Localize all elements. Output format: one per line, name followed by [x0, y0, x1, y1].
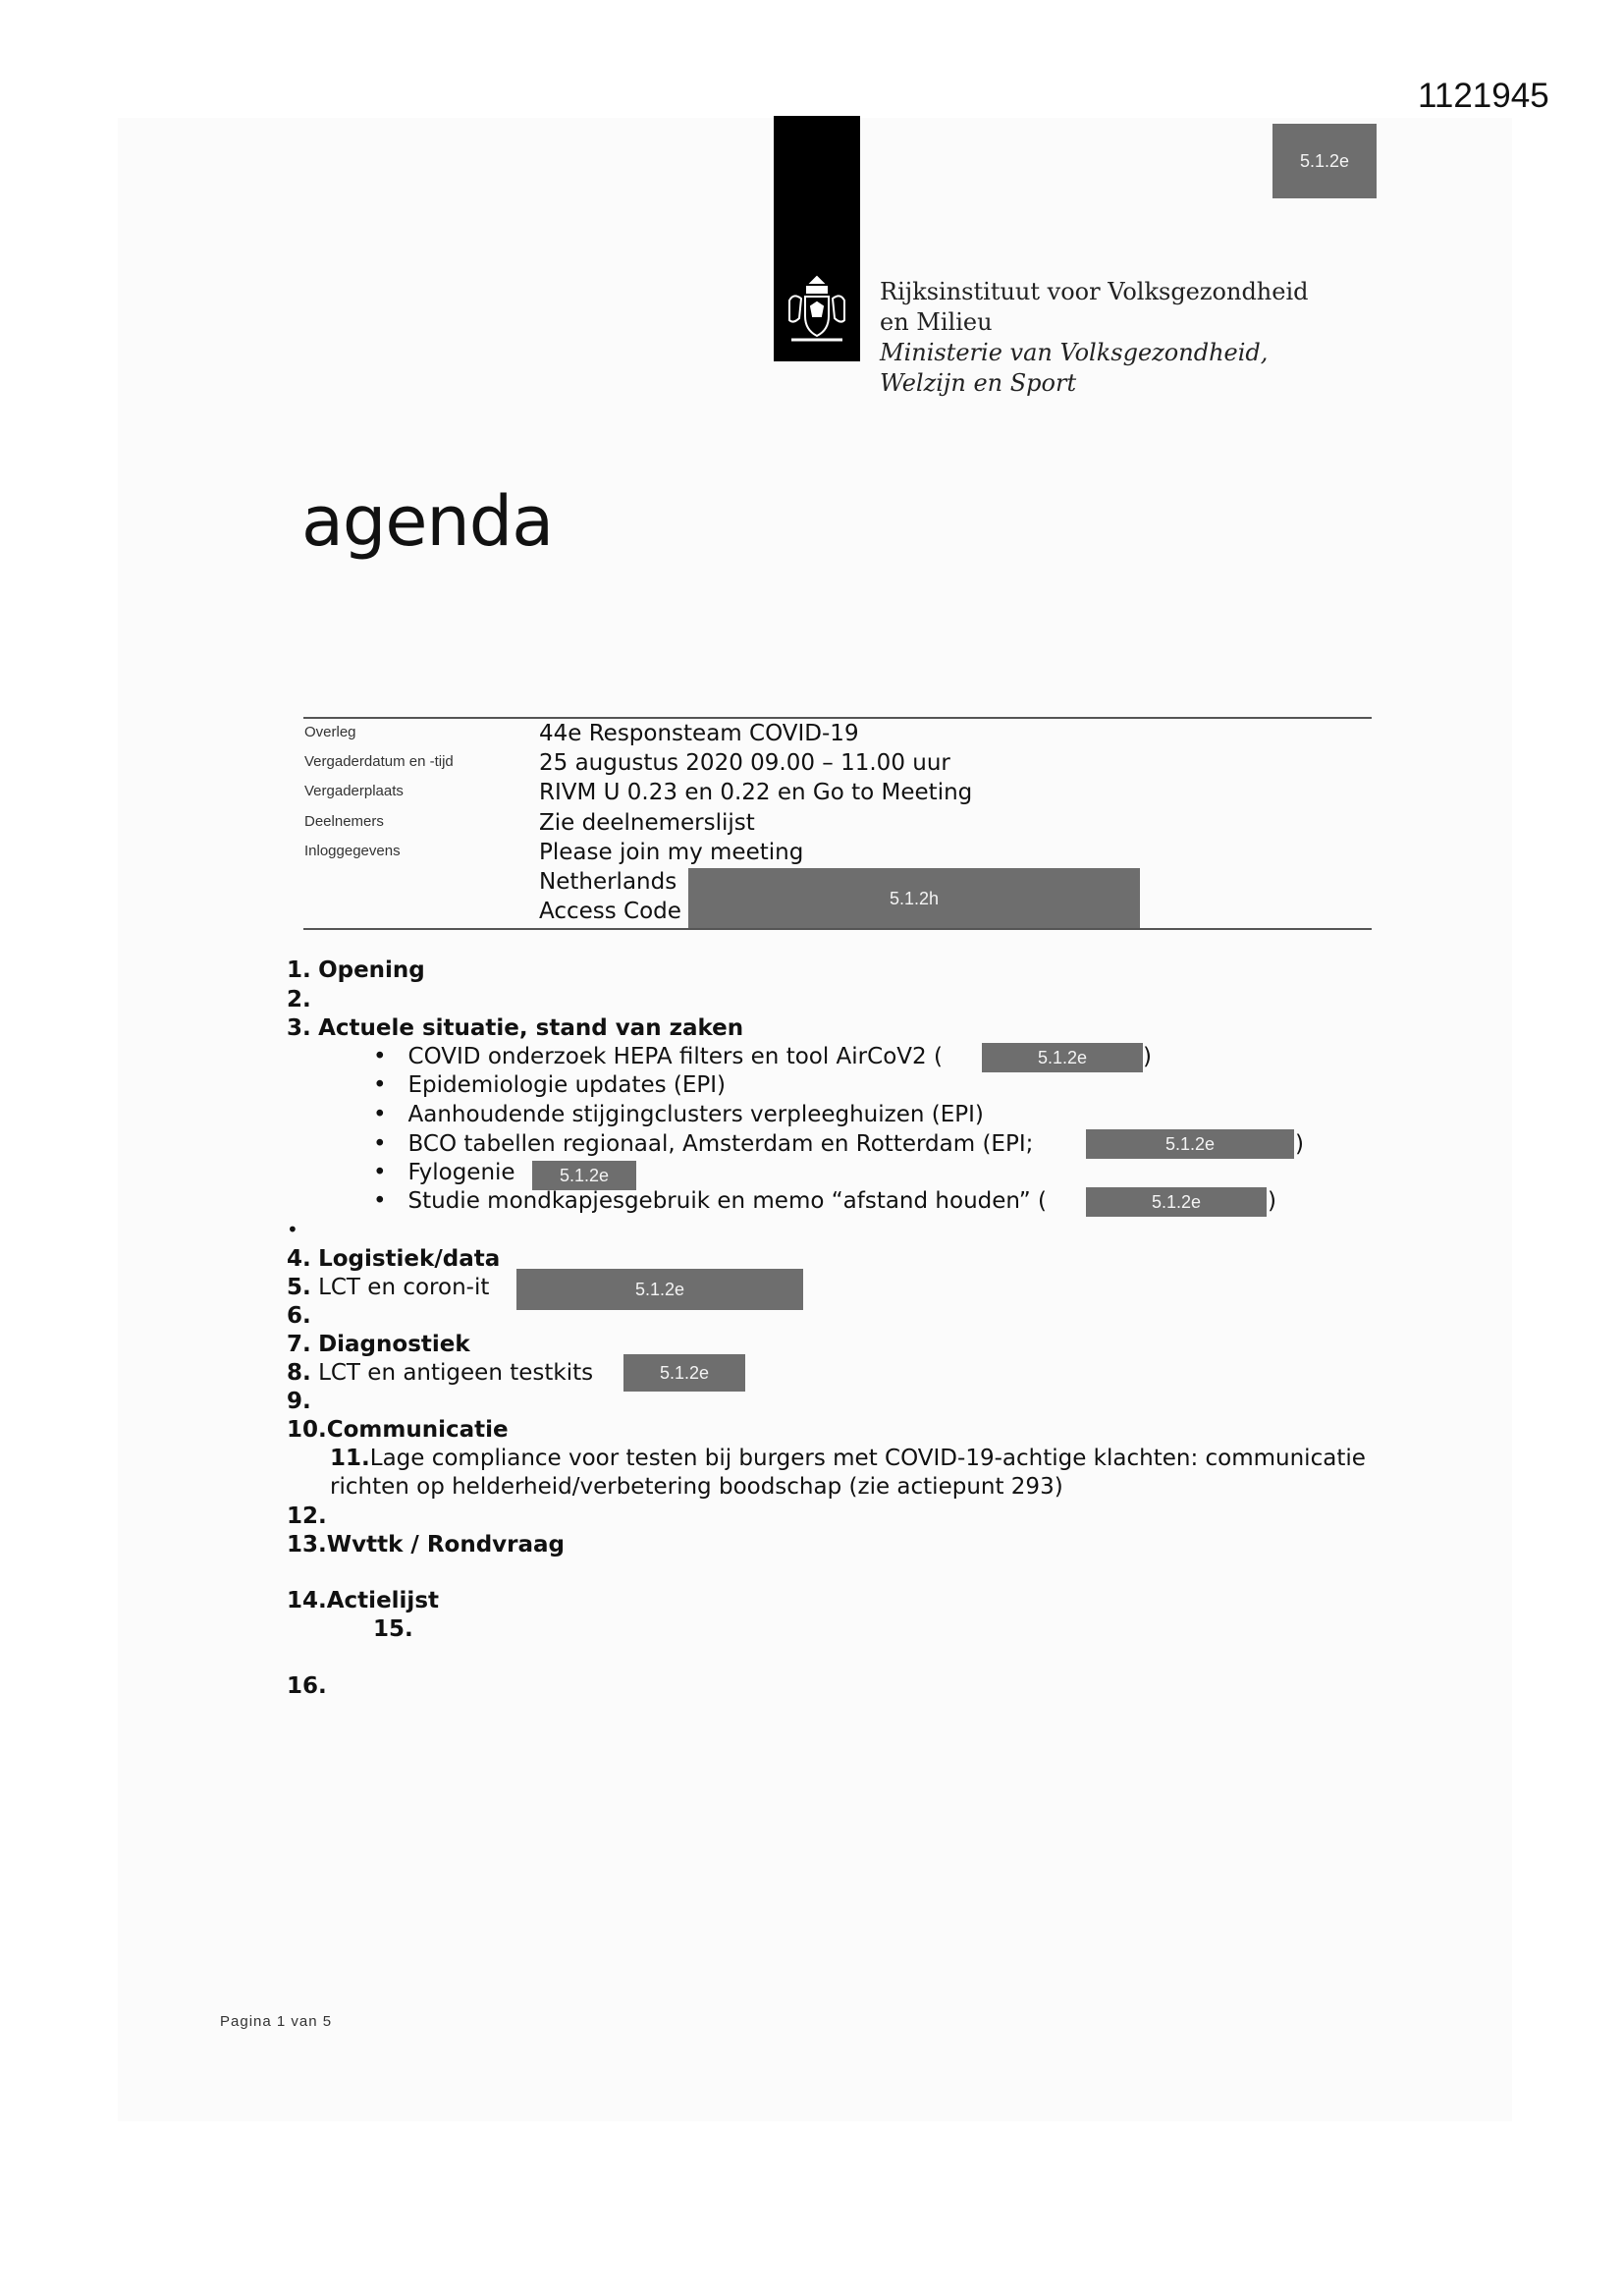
bullet-2: • Epidemiologie updates (EPI)	[373, 1072, 727, 1098]
item-12: 12.	[287, 1503, 327, 1529]
overleg-value: 44e Responsteam COVID-19	[539, 721, 859, 746]
bullet-6: • Studie mondkapjesgebruik en memo “afstand houden” (	[373, 1188, 1047, 1214]
header-redaction: 5.1.2e	[1272, 124, 1377, 198]
deelnemers-value: Zie deelnemerslijst	[539, 810, 755, 836]
item-11: 11.Lage compliance voor testen bij burgers met COVID-19-achtige klachten: communicatie	[330, 1446, 1366, 1471]
item-4: 4. Logistiek/data	[287, 1246, 501, 1272]
logo-bar	[774, 116, 860, 361]
ministry-line1: Ministerie van Volksgezondheid,	[880, 339, 1269, 366]
item-9: 9.	[287, 1389, 311, 1414]
deelnemers-label: Deelnemers	[304, 813, 384, 830]
bullet-3: • Aanhoudende stijgingclusters verpleeghuizen (EPI)	[373, 1102, 984, 1127]
datum-label: Vergaderdatum en -tijd	[304, 753, 454, 770]
document-number: 1121945	[1418, 77, 1549, 115]
bullet-1-close: )	[1143, 1044, 1152, 1069]
plaats-value: RIVM U 0.23 en 0.22 en Go to Meeting	[539, 780, 973, 805]
bullet-1-redaction: 5.1.2e	[982, 1043, 1143, 1072]
inlog-value-3: Access Code	[539, 899, 681, 924]
item-5: 5. LCT en coron-it	[287, 1275, 490, 1300]
item-2: 2.	[287, 987, 311, 1012]
item-15: 15.	[373, 1616, 413, 1642]
datum-value: 25 augustus 2020 09.00 – 11.00 uur	[539, 750, 950, 776]
bullet-1: • COVID onderzoek HEPA filters en tool AirCoV2 (	[373, 1044, 943, 1069]
org-name-line1: Rijksinstituut voor Volksgezondheid	[880, 278, 1309, 305]
item-1: 1. Opening	[287, 957, 425, 983]
item-10: 10.Communicatie	[287, 1417, 509, 1443]
bullet-5: • Fylogenie	[373, 1160, 515, 1185]
overleg-label: Overleg	[304, 724, 356, 740]
bullet-4: • BCO tabellen regionaal, Amsterdam en Rotterdam (EPI;	[373, 1131, 1034, 1157]
plaats-label: Vergaderplaats	[304, 783, 404, 799]
meta-top-rule	[303, 717, 1372, 719]
item-11-cont: richten op helderheid/verbetering boodschap (zie actiepunt 293)	[330, 1474, 1063, 1500]
stray-bullet: •	[287, 1218, 298, 1241]
item-8: 8. LCT en antigeen testkits	[287, 1360, 594, 1386]
bullet-4-close: )	[1295, 1131, 1304, 1157]
item-3: 3. Actuele situatie, stand van zaken	[287, 1015, 744, 1041]
org-name-line2: en Milieu	[880, 308, 993, 336]
inlog-redaction: 5.1.2h	[688, 868, 1140, 929]
item-7: 7. Diagnostiek	[287, 1332, 470, 1357]
item-13: 13.Wvttk / Rondvraag	[287, 1532, 566, 1558]
organisation-block	[880, 277, 1309, 399]
meta-bottom-rule	[303, 928, 1372, 930]
inlog-value-2: Netherlands	[539, 869, 677, 895]
item-16: 16.	[287, 1673, 327, 1699]
item-5-redaction: 5.1.2e	[516, 1269, 803, 1310]
ministry-line2: Welzijn en Sport	[880, 369, 1077, 397]
page-footer: Pagina 1 van 5	[220, 2013, 333, 2030]
item-6: 6.	[287, 1303, 311, 1329]
bullet-5-redaction: 5.1.2e	[532, 1161, 636, 1190]
page-title: agenda	[301, 481, 554, 562]
bullet-4-redaction: 5.1.2e	[1086, 1129, 1294, 1159]
inlog-label: Inloggegevens	[304, 843, 401, 859]
inlog-value-1: Please join my meeting	[539, 840, 804, 865]
bullet-6-close: )	[1268, 1188, 1276, 1214]
item-14: 14.Actielijst	[287, 1588, 439, 1613]
item-8-redaction: 5.1.2e	[623, 1354, 745, 1392]
coat-of-arms-icon	[782, 271, 852, 350]
bullet-6-redaction: 5.1.2e	[1086, 1187, 1267, 1217]
